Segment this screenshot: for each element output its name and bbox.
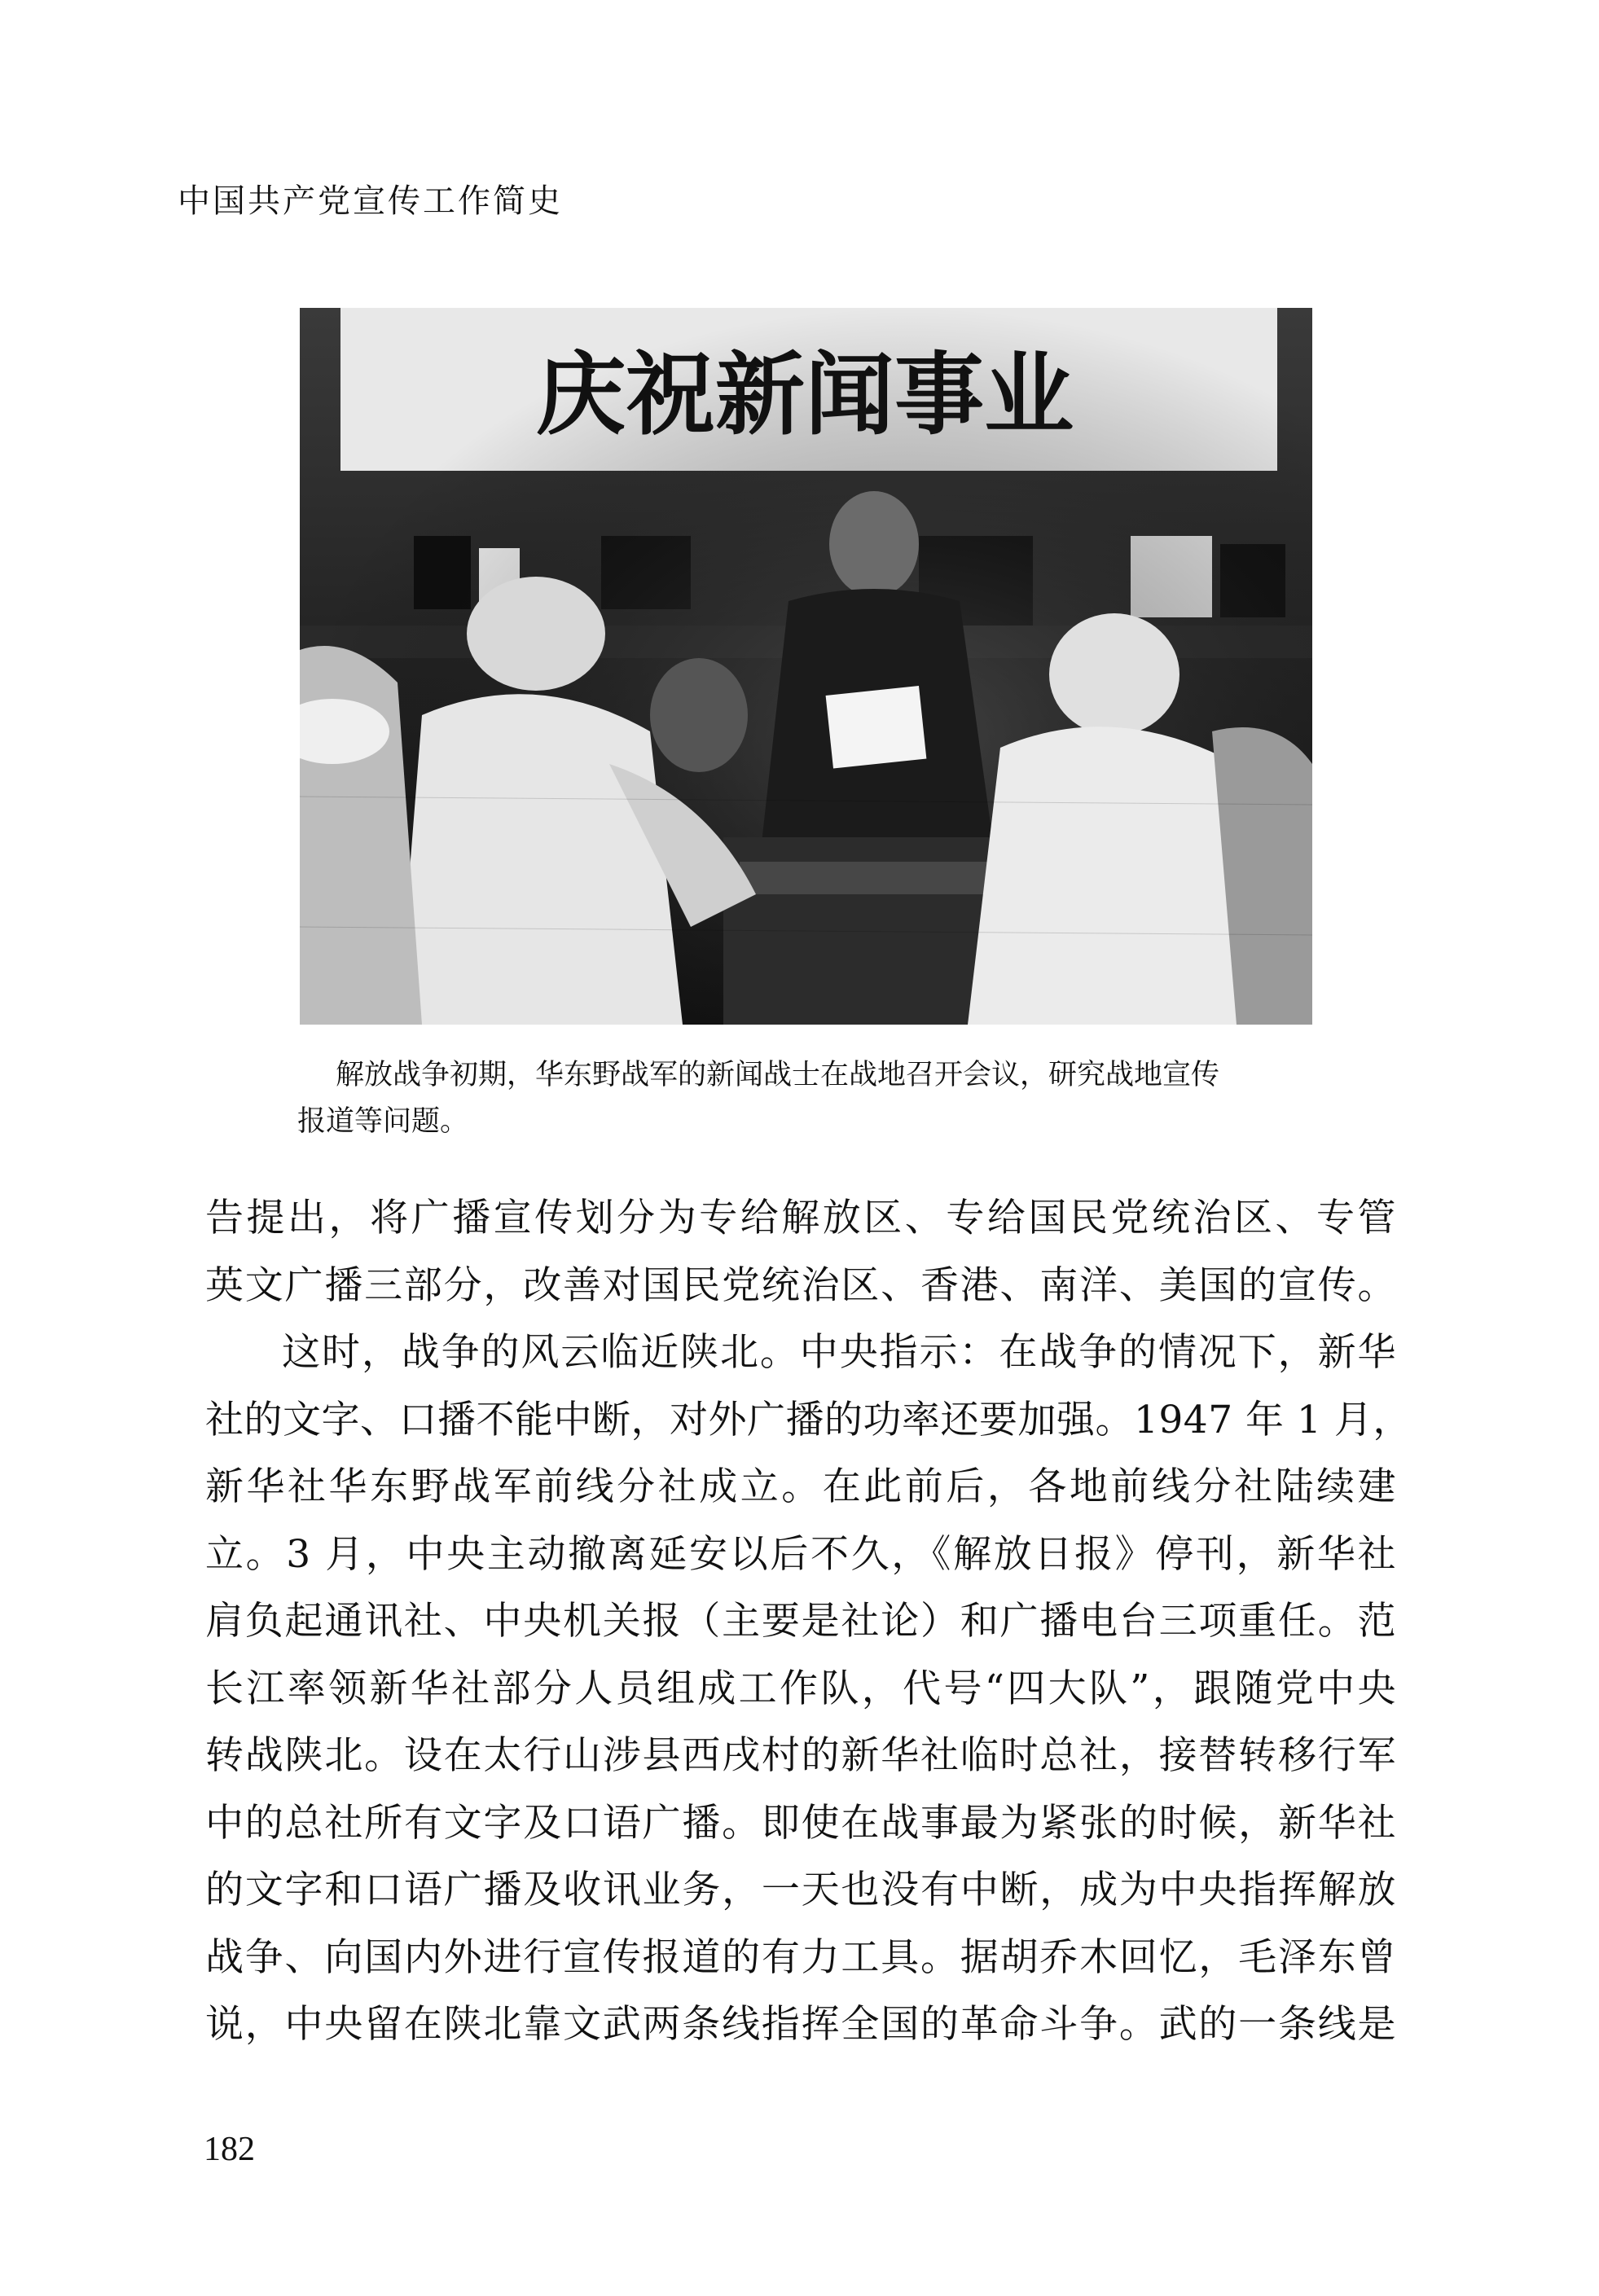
body-line: 说，中央留在陕北靠文武两条线指挥全国的革命斗争。武的一条线是 bbox=[205, 2002, 1396, 2047]
body-line: 告提出，将广播宣传划分为专给解放区、专给国民党统治区、专管 bbox=[205, 1196, 1396, 1240]
body-line: 这时，战争的风云临近陕北。中央指示：在战争的情况下，新华 bbox=[282, 1330, 1396, 1375]
body-line: 长江率领新华社部分人员组成工作队，代号“四大队”，跟随党中央 bbox=[205, 1666, 1396, 1711]
body-text bbox=[205, 1185, 1412, 2059]
body-line: 转战陕北。设在太行山涉县西戌村的新华社临时总社，接替转移行军 bbox=[205, 1733, 1396, 1778]
body-line: 英文广播三部分，改善对国民党统治区、香港、南洋、美国的宣传。 bbox=[205, 1262, 1396, 1308]
photo-illustration bbox=[300, 308, 1312, 1025]
news-conference-photo bbox=[300, 308, 1312, 1025]
body-line: 新华社华东野战军前线分社成立。在此前后，各地前线分社陆续建 bbox=[205, 1464, 1396, 1509]
page-number: 182 bbox=[204, 2131, 255, 2168]
caption-line: 解放战争初期，华东野战军的新闻战士在战地召开会议，研究战地宣传 bbox=[336, 1059, 1220, 1091]
photo-caption bbox=[297, 1052, 1348, 1145]
body-line: 中的总社所有文字及口语广播。即使在战事最为紧张的时候，新华社 bbox=[205, 1800, 1396, 1846]
body-line: 立。3 月，中央主动撤离延安以后不久，《解放日报》停刊，新华社 bbox=[205, 1531, 1396, 1577]
body-line: 肩负起通讯社、中央机关报（主要是社论）和广播电台三项重任。范 bbox=[205, 1599, 1396, 1644]
body-line: 战争、向国内外进行宣传报道的有力工具。据胡乔木回忆，毛泽东曾 bbox=[205, 1934, 1396, 1980]
body-line: 社的文字、口播不能中断，对外广播的功率还要加强。1947 年 1 月， bbox=[205, 1397, 1412, 1442]
running-header: 中国共产党宣传工作简史 bbox=[178, 182, 563, 220]
body-line: 的文字和口语广播及收讯业务，一天也没有中断，成为中央指挥解放 bbox=[205, 1868, 1396, 1912]
caption-line: 报道等问题。 bbox=[297, 1105, 469, 1138]
